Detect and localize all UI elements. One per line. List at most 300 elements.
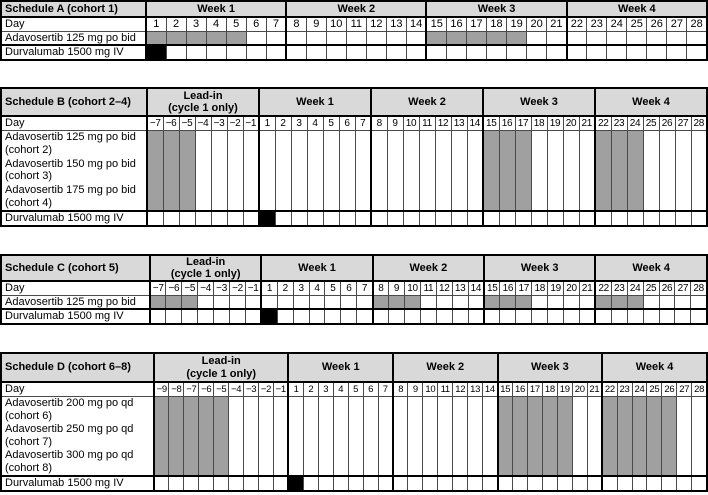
- grid-cell: [531, 211, 547, 226]
- grid-cell: [542, 476, 557, 491]
- dose-day-cell: [515, 130, 531, 211]
- grid-cell: [667, 31, 687, 45]
- grid-cell: [259, 130, 275, 211]
- grid-cell: [595, 309, 611, 324]
- grid-cell: [275, 211, 291, 226]
- day-cell: 19: [507, 17, 527, 31]
- grid-cell: [547, 45, 567, 60]
- grid-cell: [687, 31, 707, 45]
- week-header: Week 2: [371, 88, 483, 116]
- drug-row-labels: [1, 130, 147, 211]
- dose-day-cell: [507, 31, 527, 45]
- day-cell: 20: [572, 382, 587, 396]
- day-cell: 14: [468, 281, 484, 295]
- grid-cell: [378, 476, 393, 491]
- grid-cell: [632, 476, 647, 491]
- grid-cell: [452, 309, 468, 324]
- grid-cell: [557, 476, 572, 491]
- dose-day-cell: [186, 31, 206, 45]
- dose-day-cell: [483, 130, 499, 211]
- day-cell: 8: [286, 17, 306, 31]
- day-cell: −6: [166, 281, 182, 295]
- day-cell: 24: [607, 17, 627, 31]
- grid-cell: [572, 476, 587, 491]
- day-cell: 26: [647, 17, 667, 31]
- day-cell: 16: [500, 281, 516, 295]
- day-cell: 28: [687, 17, 707, 31]
- grid-cell: [373, 309, 389, 324]
- schedule-d-title: Schedule D (cohort 6–8): [1, 353, 154, 382]
- grid-cell: [291, 211, 307, 226]
- day-cell: 11: [346, 17, 366, 31]
- grid-cell: [420, 295, 436, 309]
- grid-cell: [195, 130, 211, 211]
- day-cell: 13: [386, 17, 406, 31]
- grid-cell: [306, 45, 326, 60]
- grid-cell: [318, 476, 333, 491]
- grid-cell: [572, 396, 587, 476]
- dose-day-cell: [602, 396, 617, 476]
- day-cell: 15: [426, 17, 446, 31]
- day-cell: 13: [468, 382, 483, 396]
- grid-cell: [307, 130, 323, 211]
- grid-cell: [243, 130, 259, 211]
- grid-cell: [318, 396, 333, 476]
- grid-cell: [627, 309, 643, 324]
- week-header: Week 1: [261, 255, 372, 281]
- dose-day-cell: [542, 396, 557, 476]
- grid-cell: [408, 476, 423, 491]
- dose-day-cell: [182, 295, 198, 309]
- drug-row-labels: [1, 396, 154, 476]
- lead-in-title: Lead-in: [186, 256, 226, 268]
- day-cell: 27: [667, 17, 687, 31]
- grid-cell: [662, 476, 677, 491]
- day-cell: 18: [532, 281, 548, 295]
- grid-cell: [602, 476, 617, 491]
- grid-cell: [386, 31, 406, 45]
- grid-cell: [371, 130, 387, 211]
- day-cell: 27: [677, 382, 692, 396]
- grid-cell: [245, 309, 261, 324]
- day-cell: 6: [246, 17, 266, 31]
- grid-cell: [325, 295, 341, 309]
- grid-cell: [607, 31, 627, 45]
- dose-day-cell: [426, 31, 446, 45]
- grid-cell: [419, 211, 435, 226]
- grid-cell: [199, 476, 214, 491]
- day-cell: −2: [230, 281, 246, 295]
- day-cell: 4: [309, 281, 325, 295]
- grid-cell: [303, 396, 318, 476]
- grid-cell: [692, 476, 707, 491]
- grid-cell: [227, 211, 243, 226]
- grid-cell: [150, 309, 166, 324]
- grid-cell: [166, 45, 186, 60]
- day-cell: −7: [184, 382, 199, 396]
- grid-cell: [547, 130, 563, 211]
- drug-row-label: Adavosertib 125 mg po bid: [5, 31, 136, 44]
- grid-cell: [579, 130, 595, 211]
- day-cell: 1: [261, 281, 277, 295]
- grid-cell: [532, 309, 548, 324]
- day-cell: 20: [564, 281, 580, 295]
- grid-cell: [643, 295, 659, 309]
- week-header: Week 4: [567, 1, 707, 17]
- day-cell: 16: [513, 382, 528, 396]
- dose-day-cell: [662, 396, 677, 476]
- week-header: Week 3: [498, 353, 603, 382]
- grid-cell: [611, 309, 627, 324]
- dose-day-cell: [484, 295, 500, 309]
- grid-cell: [366, 45, 386, 60]
- grid-cell: [211, 211, 227, 226]
- grid-cell: [286, 31, 306, 45]
- grid-cell: [435, 211, 451, 226]
- grid-cell: [147, 211, 163, 226]
- dose-day-cell: [163, 130, 179, 211]
- grid-cell: [468, 476, 483, 491]
- day-cell: 13: [451, 116, 467, 130]
- iv-row-label: Durvalumab 1500 mg IV: [1, 45, 146, 60]
- drug-row-label: Adavosertib 200 mg po qd (cohort 6): [5, 397, 134, 422]
- schedule-c-table: [0, 254, 708, 325]
- grid-cell: [357, 295, 373, 309]
- dose-day-cell: [154, 396, 169, 476]
- drug-row-label: Adavosertib 175 mg po bid (cohort 4): [5, 184, 136, 209]
- grid-cell: [393, 396, 408, 476]
- iv-row-label: Durvalumab 1500 mg IV: [1, 476, 154, 491]
- day-cell: 14: [467, 116, 483, 130]
- grid-cell: [326, 31, 346, 45]
- day-cell: 10: [403, 116, 419, 130]
- schedule-a-table: [0, 0, 708, 61]
- grid-cell: [389, 309, 405, 324]
- grid-cell: [275, 130, 291, 211]
- grid-cell: [453, 476, 468, 491]
- grid-cell: [293, 309, 309, 324]
- drug-row-label: Adavosertib 125 mg po bid: [5, 295, 136, 308]
- schedule-c-title: Schedule C (cohort 5): [1, 255, 150, 281]
- iv-dose-cell: [261, 309, 277, 324]
- grid-cell: [436, 295, 452, 309]
- grid-cell: [438, 396, 453, 476]
- grid-cell: [230, 309, 246, 324]
- grid-cell: [246, 45, 266, 60]
- grid-cell: [667, 45, 687, 60]
- day-cell: 22: [567, 17, 587, 31]
- grid-cell: [579, 211, 595, 226]
- day-cell: −6: [163, 116, 179, 130]
- grid-cell: [266, 31, 286, 45]
- day-cell: −9: [154, 382, 169, 396]
- day-cell: 16: [446, 17, 466, 31]
- week-header: Week 1: [146, 1, 286, 17]
- iv-row-label: Durvalumab 1500 mg IV: [1, 211, 147, 226]
- dose-day-cell: [146, 31, 166, 45]
- day-cell: −5: [182, 281, 198, 295]
- day-cell: 12: [453, 382, 468, 396]
- dose-day-cell: [516, 295, 532, 309]
- grid-cell: [386, 45, 406, 60]
- day-cell: 15: [484, 281, 500, 295]
- day-cell: 3: [293, 281, 309, 295]
- day-cell: 22: [595, 116, 611, 130]
- day-cell: 4: [206, 17, 226, 31]
- day-cell: −1: [245, 281, 261, 295]
- grid-cell: [467, 211, 483, 226]
- grid-cell: [154, 476, 169, 491]
- day-cell: 16: [499, 116, 515, 130]
- grid-cell: [659, 211, 675, 226]
- grid-cell: [244, 396, 259, 476]
- day-cell: −8: [169, 382, 184, 396]
- grid-cell: [587, 31, 607, 45]
- day-cell: 15: [483, 116, 499, 130]
- grid-cell: [274, 396, 289, 476]
- dose-day-cell: [214, 396, 229, 476]
- grid-cell: [406, 31, 426, 45]
- grid-cell: [611, 211, 627, 226]
- grid-cell: [246, 31, 266, 45]
- day-cell: 28: [691, 116, 707, 130]
- grid-cell: [595, 211, 611, 226]
- grid-cell: [527, 45, 547, 60]
- drug-row-labels: [1, 31, 146, 45]
- grid-cell: [259, 396, 274, 476]
- grid-cell: [647, 476, 662, 491]
- grid-cell: [452, 295, 468, 309]
- lead-in-subtitle: (cycle 1 only): [170, 268, 241, 281]
- day-cell: 21: [579, 281, 595, 295]
- drug-row-label: Adavosertib 125 mg po bid (cohort 2): [5, 131, 136, 156]
- grid-cell: [419, 130, 435, 211]
- grid-cell: [307, 211, 323, 226]
- grid-cell: [423, 396, 438, 476]
- dose-day-cell: [226, 31, 246, 45]
- day-cell: −2: [227, 116, 243, 130]
- day-cell: 7: [378, 382, 393, 396]
- grid-cell: [579, 295, 595, 309]
- grid-cell: [227, 130, 243, 211]
- grid-cell: [677, 476, 692, 491]
- lead-in-title: Lead-in: [183, 89, 223, 102]
- grid-cell: [647, 45, 667, 60]
- dose-day-cell: [487, 31, 507, 45]
- grid-cell: [691, 211, 707, 226]
- lead-in-header: [150, 255, 261, 281]
- dose-day-cell: [595, 130, 611, 211]
- grid-cell: [348, 396, 363, 476]
- grid-cell: [309, 309, 325, 324]
- day-cell: 19: [547, 116, 563, 130]
- grid-cell: [371, 211, 387, 226]
- dose-day-cell: [169, 396, 184, 476]
- day-cell: 9: [387, 116, 403, 130]
- day-cell: 26: [659, 281, 675, 295]
- grid-cell: [291, 130, 307, 211]
- day-cell: 17: [527, 382, 542, 396]
- grid-cell: [423, 476, 438, 491]
- grid-cell: [378, 396, 393, 476]
- day-cell: 27: [675, 281, 691, 295]
- day-cell: 10: [423, 382, 438, 396]
- grid-cell: [691, 130, 707, 211]
- day-cell: 1: [288, 382, 303, 396]
- grid-cell: [453, 396, 468, 476]
- grid-cell: [230, 295, 246, 309]
- grid-cell: [406, 45, 426, 60]
- grid-cell: [333, 396, 348, 476]
- grid-cell: [244, 476, 259, 491]
- grid-cell: [198, 295, 214, 309]
- day-cell: 11: [419, 116, 435, 130]
- grid-cell: [333, 476, 348, 491]
- dose-day-cell: [595, 295, 611, 309]
- week-header: Week 3: [426, 1, 566, 17]
- grid-cell: [214, 295, 230, 309]
- day-cell: 13: [452, 281, 468, 295]
- schedule-b-table: [0, 87, 708, 227]
- grid-cell: [363, 396, 378, 476]
- day-cell: 23: [611, 281, 627, 295]
- grid-cell: [277, 295, 293, 309]
- grid-cell: [326, 45, 346, 60]
- grid-cell: [206, 45, 226, 60]
- day-cell: 4: [333, 382, 348, 396]
- iv-dose-cell: [259, 211, 275, 226]
- grid-cell: [563, 211, 579, 226]
- day-cell: 10: [326, 17, 346, 31]
- day-cell: −4: [229, 382, 244, 396]
- day-cell: 6: [363, 382, 378, 396]
- grid-cell: [532, 295, 548, 309]
- grid-cell: [516, 309, 532, 324]
- grid-cell: [339, 211, 355, 226]
- day-cell: 14: [483, 382, 498, 396]
- grid-cell: [355, 130, 371, 211]
- grid-cell: [627, 31, 647, 45]
- grid-cell: [547, 31, 567, 45]
- dose-day-cell: [627, 130, 643, 211]
- day-cell: 11: [420, 281, 436, 295]
- day-cell: 25: [647, 382, 662, 396]
- grid-cell: [245, 295, 261, 309]
- day-cell: 24: [627, 116, 643, 130]
- day-cell: 7: [266, 17, 286, 31]
- grid-cell: [548, 309, 564, 324]
- grid-cell: [564, 295, 580, 309]
- day-cell: −2: [259, 382, 274, 396]
- dose-day-cell: [405, 295, 421, 309]
- day-cell: 17: [467, 17, 487, 31]
- grid-cell: [451, 130, 467, 211]
- grid-cell: [451, 211, 467, 226]
- day-cell: 12: [436, 281, 452, 295]
- schedule-a-title: Schedule A (cohort 1): [1, 1, 146, 17]
- grid-cell: [498, 476, 513, 491]
- week-header: Week 4: [602, 353, 707, 382]
- grid-cell: [243, 211, 259, 226]
- day-cell: 18: [542, 382, 557, 396]
- grid-cell: [195, 211, 211, 226]
- day-cell: −1: [274, 382, 289, 396]
- dose-day-cell: [199, 396, 214, 476]
- grid-cell: [675, 211, 691, 226]
- week-header: Week 2: [373, 255, 484, 281]
- day-cell: 9: [306, 17, 326, 31]
- grid-cell: [527, 476, 542, 491]
- grid-cell: [515, 211, 531, 226]
- day-cell: 1: [259, 116, 275, 130]
- grid-cell: [659, 295, 675, 309]
- grid-cell: [687, 45, 707, 60]
- week-header: Week 4: [595, 255, 707, 281]
- grid-cell: [363, 476, 378, 491]
- grid-cell: [499, 211, 515, 226]
- grid-cell: [355, 211, 371, 226]
- dose-day-cell: [467, 31, 487, 45]
- grid-cell: [261, 295, 277, 309]
- grid-cell: [675, 295, 691, 309]
- day-cell: 7: [357, 281, 373, 295]
- lead-in-subtitle: (cycle 1 only): [168, 102, 238, 114]
- grid-cell: [339, 130, 355, 211]
- day-cell: 10: [405, 281, 421, 295]
- grid-cell: [229, 396, 244, 476]
- dose-day-cell: [627, 295, 643, 309]
- grid-cell: [293, 295, 309, 309]
- grid-cell: [468, 396, 483, 476]
- grid-cell: [643, 130, 659, 211]
- grid-cell: [393, 476, 408, 491]
- grid-cell: [163, 211, 179, 226]
- schedule-d-table: [0, 352, 708, 492]
- grid-cell: [547, 211, 563, 226]
- dose-day-cell: [617, 396, 632, 476]
- grid-cell: [567, 31, 587, 45]
- grid-cell: [169, 476, 184, 491]
- grid-cell: [587, 45, 607, 60]
- day-cell: 12: [366, 17, 386, 31]
- day-cell: 24: [627, 281, 643, 295]
- day-cell: 23: [617, 382, 632, 396]
- day-cell: 22: [595, 281, 611, 295]
- grid-cell: [484, 309, 500, 324]
- day-cell: 19: [557, 382, 572, 396]
- grid-cell: [468, 309, 484, 324]
- grid-cell: [483, 211, 499, 226]
- dose-day-cell: [184, 396, 199, 476]
- grid-cell: [325, 309, 341, 324]
- grid-cell: [179, 211, 195, 226]
- drug-row-label: Adavosertib 150 mg po bid (cohort 3): [5, 157, 136, 183]
- grid-cell: [691, 309, 707, 324]
- grid-cell: [531, 130, 547, 211]
- day-cell: −3: [244, 382, 259, 396]
- grid-cell: [467, 45, 487, 60]
- day-row-label: Day: [1, 382, 154, 396]
- grid-cell: [487, 45, 507, 60]
- day-cell: 11: [438, 382, 453, 396]
- day-cell: 3: [318, 382, 333, 396]
- dose-day-cell: [611, 295, 627, 309]
- grid-cell: [563, 130, 579, 211]
- grid-cell: [387, 130, 403, 211]
- day-cell: 21: [579, 116, 595, 130]
- grid-cell: [500, 309, 516, 324]
- day-cell: 23: [611, 116, 627, 130]
